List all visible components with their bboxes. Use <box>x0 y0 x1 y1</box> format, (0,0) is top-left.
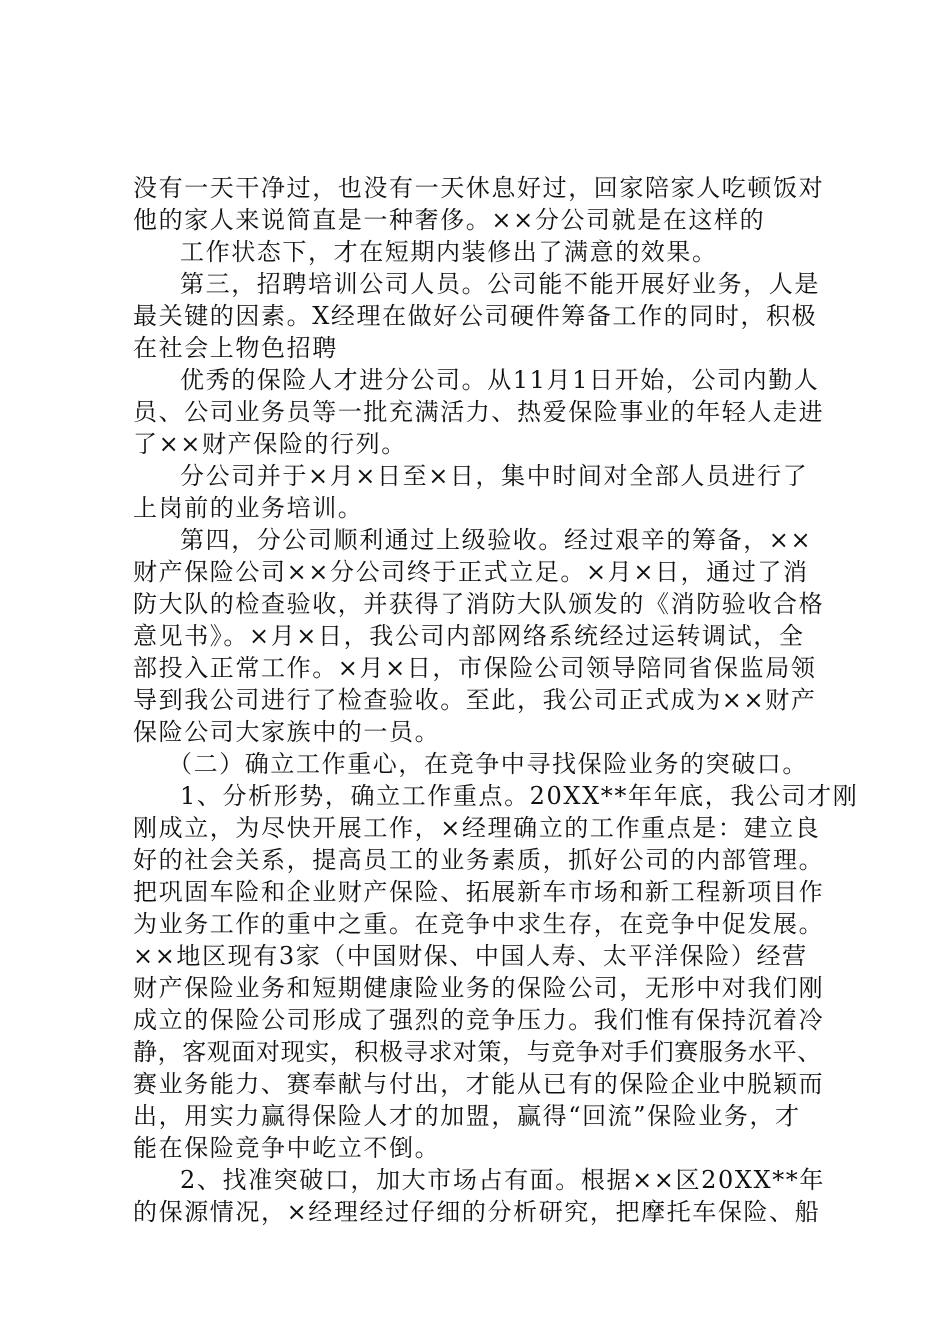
text-line: 能在保险竞争中屹立不倒。 <box>133 1134 441 1162</box>
text-line: 成立的保险公司形成了强烈的竞争压力。我们惟有保持沉着冷 <box>133 1006 825 1034</box>
text-line: 他的家人来说简直是一种奢侈。××分公司就是在这样的 <box>133 206 766 234</box>
text-line: 为业务工作的重中之重。在竞争中求生存，在竞争中促发展。 <box>133 910 825 938</box>
text-line: 第三，招聘培训公司人员。公司能不能开展好业务，人是 <box>180 270 820 298</box>
text-line: 部投入正常工作。×月×日，市保险公司领导陪同省保监局领 <box>133 654 817 682</box>
text-line: 财产保险业务和短期健康险业务的保险公司，无形中对我们刚 <box>133 974 825 1002</box>
text-line: 了××财产保险的行列。 <box>133 430 407 458</box>
text-line: 意见书》。×月×日，我公司内部网络系统经过运转调试，全 <box>133 622 805 650</box>
text-line: 工作状态下，才在短期内装修出了满意的效果。 <box>180 238 718 266</box>
text-line: 2、找准突破口，加大市场占有面。根据××区20XX**年 <box>180 1166 825 1194</box>
text-line: 分公司并于×月×日至×日，集中时间对全部人员进行了 <box>180 462 809 490</box>
text-line: ××地区现有3家（中国财保、中国人寿、太平洋保险）经营 <box>133 942 808 970</box>
text-line: 优秀的保险人才进分公司。从11月1日开始，公司内勤人 <box>180 366 820 394</box>
text-line: 财产保险公司××分公司终于正式立足。×月×日，通过了消 <box>133 558 809 586</box>
text-line: 导到我公司进行了检查验收。至此，我公司正式成为××财产 <box>133 686 817 714</box>
text-line: 把巩固车险和企业财产保险、拓展新车市场和新工程新项目作 <box>133 878 825 906</box>
text-line: 刚成立，为尽快开展工作，×经理确立的工作重点是：建立良 <box>133 814 821 842</box>
text-line: 保险公司大家族中的一员。 <box>133 718 441 746</box>
text-line: 在社会上物色招聘 <box>133 334 338 362</box>
text-line: 好的社会关系，提高员工的业务素质，抓好公司的内部管理。 <box>133 846 825 874</box>
text-line: 员、公司业务员等一批充满活力、热爱保险事业的年轻人走进 <box>133 398 825 426</box>
text-line: 最关键的因素。X经理在做好公司硬件筹备工作的同时，积极 <box>133 302 818 330</box>
text-line: 没有一天干净过，也没有一天休息好过，回家陪家人吃顿饭对 <box>133 174 825 202</box>
text-line: 1、分析形势，确立工作重点。20XX**年年底，我公司才刚 <box>180 782 859 810</box>
text-line: 第四，分公司顺利通过上级验收。经过艰辛的筹备，×× <box>180 526 813 554</box>
text-line: 上岗前的业务培训。 <box>133 494 364 522</box>
text-line: （二）确立工作重心，在竞争中寻找保险业务的突破口。 <box>168 750 808 778</box>
text-line: 的保源情况，×经理经过仔细的分析研究，把摩托车保险、船 <box>133 1198 821 1226</box>
text-line: 出，用实力赢得保险人才的加盟，赢得“回流”保险业务，才 <box>133 1102 801 1130</box>
text-line: 赛业务能力、赛奉献与付出，才能从已有的保险企业中脱颖而 <box>133 1070 825 1098</box>
text-line: 静，客观面对现实，积极寻求对策，与竞争对手们赛服务水平、 <box>133 1038 822 1066</box>
text-line: 防大队的检查验收，并获得了消防大队颁发的《消防验收合格 <box>133 590 825 618</box>
